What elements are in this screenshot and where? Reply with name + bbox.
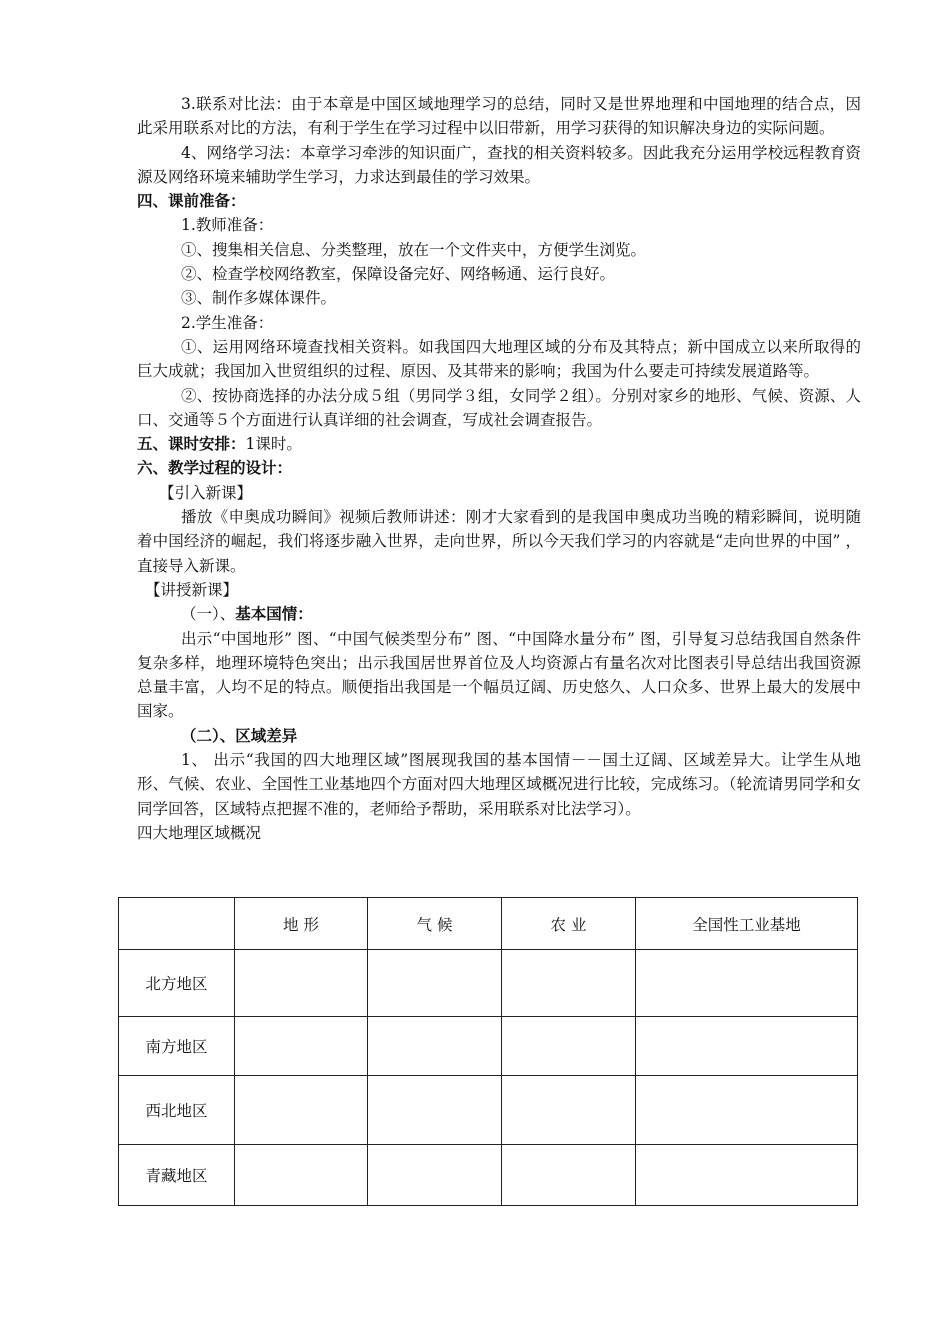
row-label-northwest: 西北地区 xyxy=(119,1076,235,1145)
table-row xyxy=(119,950,858,1017)
teacher-prep-item-1: ①、搜集相关信息、分类整理，放在一个文件夹中，方便学生浏览。 xyxy=(181,240,647,259)
table-cell xyxy=(502,1145,636,1206)
table-cell xyxy=(368,1017,502,1076)
table-cell xyxy=(368,1145,502,1206)
student-prep-title: 2.学生准备： xyxy=(181,313,274,332)
header-climate: 气 候 xyxy=(368,898,502,950)
table-cell xyxy=(636,950,858,1017)
heading-schedule-line xyxy=(137,432,861,456)
table-cell xyxy=(235,1145,368,1206)
intro-paragraph: 播放《申奥成功瞬间》视频后教师讲述：刚才大家看到的是我国申奥成功当晚的精彩瞬间，说明随着中国经济的崛起，我们将逐步融入世界，走向世界，所以今天我们学习的内容就是“走向世界的中国” ，直接导入新课。 xyxy=(137,508,861,575)
section-2-paragraph: 1、 出示“我国的四大地理区域”图展现我国的基本国情－－国土辽阔、区域差异大。让学生从地形、气候、农业、全国性工业基地四个方面对四大地理区域概况进行比较，完成练习。（轮流请男同学和女同学回答，区域特点把握不准的，老师给予帮助，采用联系对比法学习）。 xyxy=(137,751,861,818)
lecture-title: 【讲授新课】 xyxy=(145,580,239,599)
section-1-paragraph: 出示“中国地形” 图、“中国气候类型分布” 图、“中国降水量分布” 图，引导复习总结我国自然条件复杂多样，地理环境特色突出；出示我国居世界首位及人均资源占有量名次对比图表引导总结出我国资源总量丰富，人均不足的特点。顺便指出我国是一个幅员辽阔、历史悠久、人口众多、世界上最大的发展中国家。 xyxy=(137,629,861,721)
table-cell xyxy=(235,1076,368,1145)
table-cell xyxy=(235,1017,368,1076)
table-cell xyxy=(636,1145,858,1206)
section-1-heading xyxy=(137,602,861,626)
header-agriculture: 农 业 xyxy=(502,898,636,950)
table-header-row xyxy=(119,898,858,950)
heading-process: 六、教学过程的设计： xyxy=(137,458,293,478)
regions-overview-table xyxy=(118,897,858,1206)
teacher-prep-item-2: ②、检查学校网络教室，保障设备完好、网络畅通、运行良好。 xyxy=(181,265,616,284)
table-corner-cell xyxy=(119,898,235,950)
table-cell xyxy=(502,950,636,1017)
header-industrial-base: 全国性工业基地 xyxy=(636,898,858,950)
section-1-prefix: （一）、 xyxy=(181,605,236,624)
teacher-prep-item-3: ③、制作多媒体课件。 xyxy=(181,289,337,308)
table-cell xyxy=(636,1017,858,1076)
paragraph-method-4: 4、网络学习法：本章学习牵涉的知识面广，查找的相关资料较多。因此我充分运用学校远程教育资源及网络环境来辅助学生学习，力求达到最佳的学习效果。 xyxy=(137,143,861,186)
student-prep-item-1: ①、运用网络环境查找相关资料。如我国四大地理区域的分布及其特点；新中国成立以来所取得的巨大成就；我国加入世贸组织的过程、原因、及其带来的影响；我国为什么要走可持续发展道路等。 xyxy=(137,337,861,381)
schedule-value: 1课时。 xyxy=(245,435,302,454)
table-cell xyxy=(368,1076,502,1145)
heading-preparation: 四、课前准备： xyxy=(137,191,246,211)
table-cell xyxy=(502,1076,636,1145)
section-2-heading: （二）、区域差异 xyxy=(181,725,298,745)
row-label-tibet: 青藏地区 xyxy=(119,1145,235,1206)
table-cell xyxy=(502,1017,636,1076)
teacher-prep-title: 1.教师准备： xyxy=(181,216,274,235)
header-terrain: 地 形 xyxy=(235,898,368,950)
table-row xyxy=(119,1145,858,1206)
table-row xyxy=(119,1076,858,1145)
paragraph-method-3: 3.联系对比法：由于本章是中国区域地理学习的总结，同时又是世界地理和中国地理的结合点，因此采用联系对比的方法，有利于学生在学习过程中以旧带新，用学习获得的知识解决身边的实际问题。 xyxy=(137,95,861,138)
heading-schedule: 五、课时安排： xyxy=(137,434,246,454)
row-label-north: 北方地区 xyxy=(119,950,235,1017)
section-1-title: 基本国情： xyxy=(235,604,313,624)
document-body xyxy=(137,92,861,845)
table-cell xyxy=(636,1076,858,1145)
table-cell xyxy=(368,950,502,1017)
intro-title: 【引入新课】 xyxy=(159,483,253,502)
row-label-south: 南方地区 xyxy=(119,1017,235,1076)
table-cell xyxy=(235,950,368,1017)
student-prep-item-2: ②、按协商选择的办法分成５组（男同学３组，女同学２组）。分别对家乡的地形、气候、资源、人口、交通等５个方面进行认真详细的社会调查，写成社会调查报告。 xyxy=(137,386,861,429)
table-row xyxy=(119,1017,858,1076)
table-caption: 四大地理区域概况 xyxy=(137,823,262,842)
